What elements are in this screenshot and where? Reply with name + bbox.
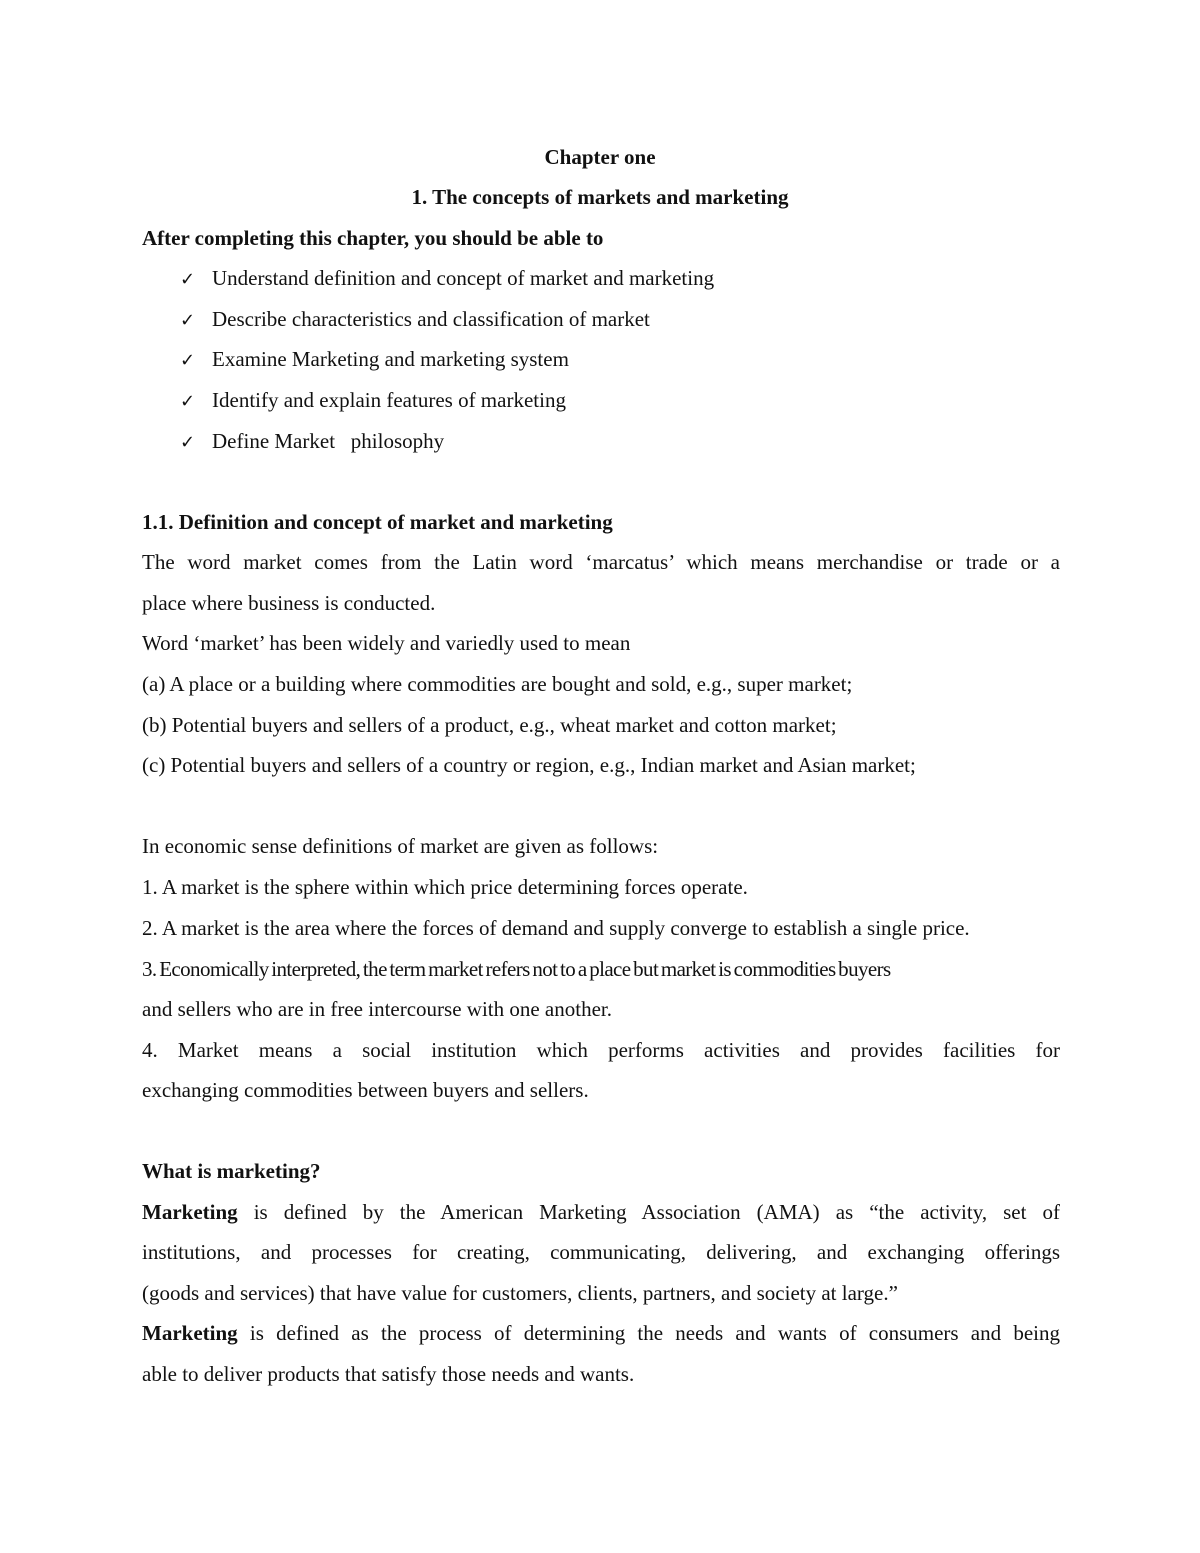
- objective-text: Describe characteristics and classification of market: [212, 307, 650, 331]
- definition-item: 1. A market is the sphere within which price determining forces operate.: [142, 875, 748, 899]
- paragraph-text: is defined by the American Marketing Association (AMA) as “the activity, set of: [237, 1200, 1060, 1224]
- term-marketing: Marketing: [142, 1321, 238, 1345]
- section-heading: What is marketing?: [142, 1159, 321, 1183]
- definition-item: exchanging commodities between buyers and sellers.: [142, 1078, 589, 1102]
- chapter-subtitle: 1. The concepts of markets and marketing: [411, 185, 789, 209]
- paragraph-line: place where business is conducted.: [142, 591, 436, 615]
- definition-item: 2. A market is the area where the forces of demand and supply converge to establish a single price.: [142, 916, 970, 940]
- objective-item: [180, 306, 1060, 334]
- list-item: (c) Potential buyers and sellers of a country or region, e.g., Indian market and Asian market;: [142, 753, 916, 777]
- paragraph-text: is defined as the process of determining the needs and wants of consumers and being: [237, 1321, 1060, 1345]
- chapter-title: Chapter one: [544, 145, 656, 169]
- checkmark-icon: ✓: [180, 350, 196, 371]
- objective-text: Identify and explain features of marketing: [212, 388, 566, 412]
- objective-item: [180, 265, 1060, 293]
- term-marketing: Marketing: [142, 1200, 238, 1224]
- paragraph-line: In economic sense definitions of market are given as follows:: [142, 834, 659, 858]
- list-item: (b) Potential buyers and sellers of a product, e.g., wheat market and cotton market;: [142, 713, 837, 737]
- checkmark-icon: ✓: [180, 310, 196, 331]
- definition-item: and sellers who are in free intercourse with one another.: [142, 997, 612, 1021]
- paragraph-line: institutions, and processes for creating, communicating, delivering, and exchanging offerings: [142, 1240, 1060, 1264]
- paragraph-line: able to deliver products that satisfy those needs and wants.: [142, 1362, 635, 1386]
- objective-text: Examine Marketing and marketing system: [212, 347, 569, 371]
- checkmark-icon: ✓: [180, 269, 196, 290]
- paragraph-line: The word market comes from the Latin word ‘marcatus’ which means merchandise or trade or a: [142, 550, 1060, 574]
- checkmark-icon: ✓: [180, 432, 196, 453]
- definition-item: 3. Economically interpreted, the term market refers not to a place but market is commodities buyers: [142, 957, 891, 981]
- definition-item: 4. Market means a social institution which performs activities and provides facilities for: [142, 1038, 1060, 1062]
- objective-item: [180, 387, 1060, 415]
- paragraph-line: [142, 1320, 1060, 1346]
- objectives-intro: After completing this chapter, you should be able to: [142, 226, 604, 250]
- objective-text: Define Market philosophy: [212, 429, 445, 453]
- objective-text: Understand definition and concept of market and marketing: [212, 266, 715, 290]
- section-heading: 1.1. Definition and concept of market and marketing: [142, 510, 613, 534]
- list-item: (a) A place or a building where commodities are bought and sold, e.g., super market;: [142, 672, 853, 696]
- paragraph-line: Word ‘market’ has been widely and variedly used to mean: [142, 631, 631, 655]
- paragraph-line: [142, 1199, 1060, 1225]
- objective-item: [180, 428, 1060, 456]
- paragraph-line: (goods and services) that have value for customers, clients, partners, and society at large.”: [142, 1281, 898, 1305]
- objective-item: [180, 346, 1060, 374]
- checkmark-icon: ✓: [180, 391, 196, 412]
